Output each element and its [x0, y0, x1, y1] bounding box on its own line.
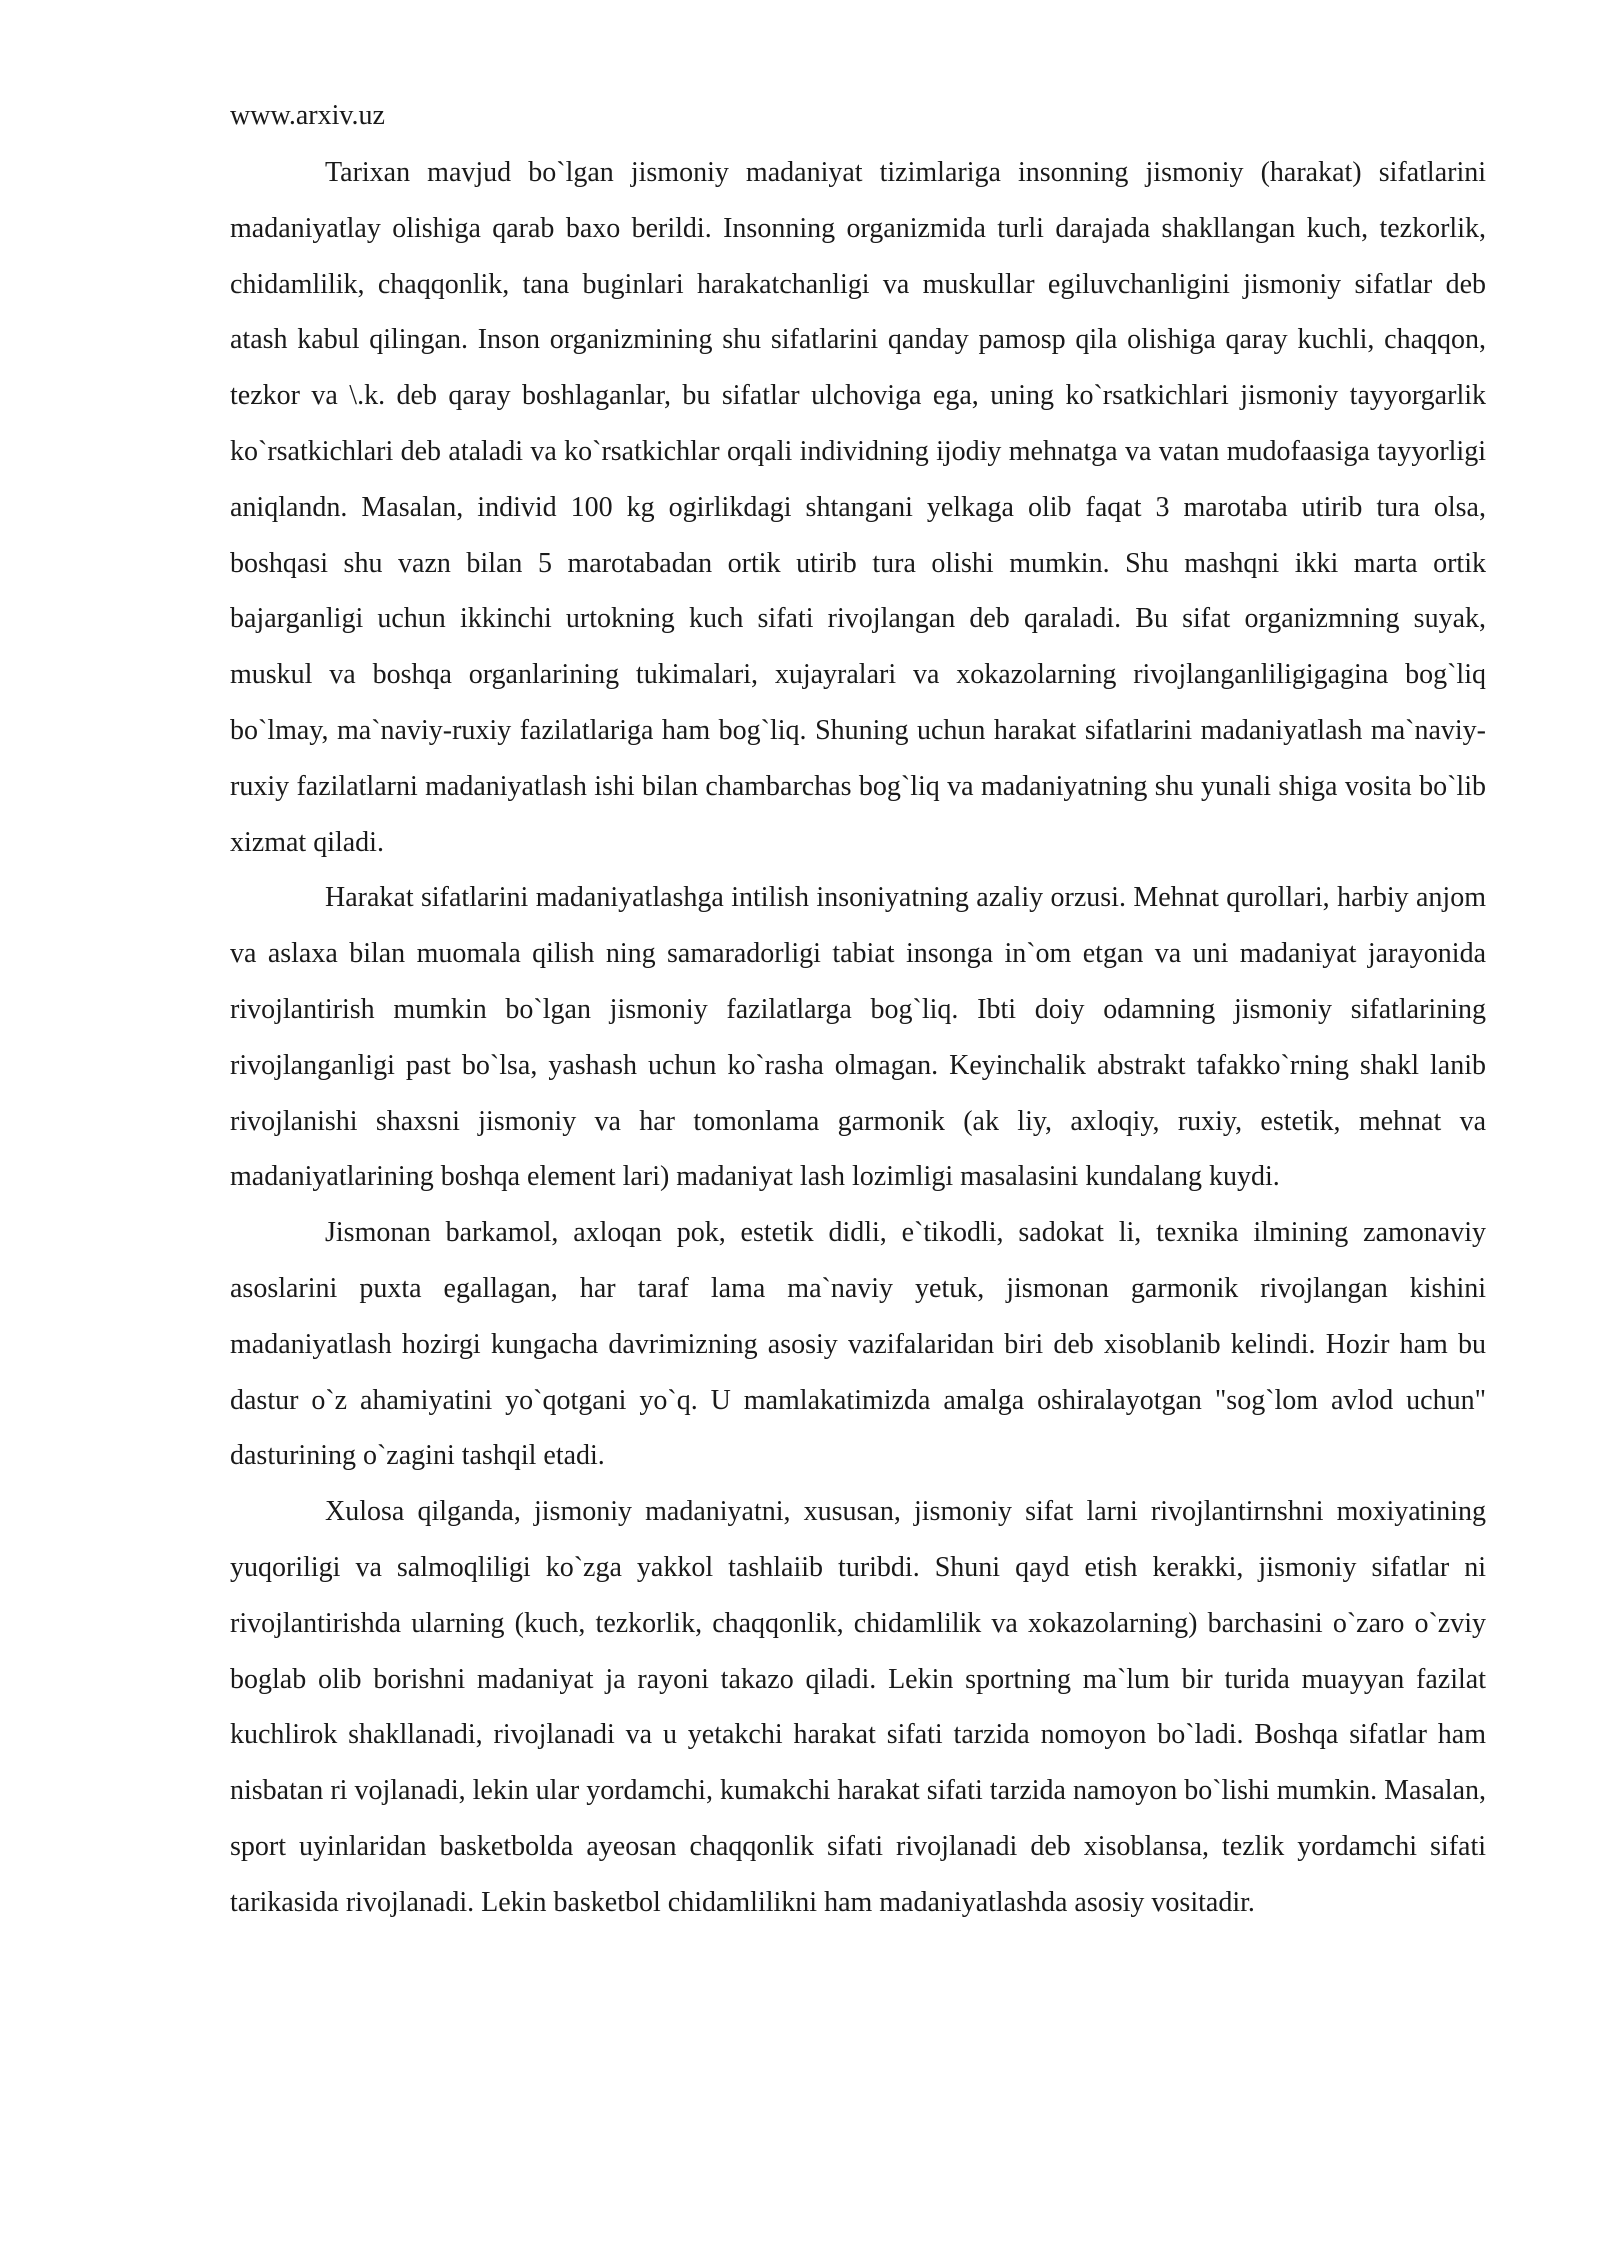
site-header: www.arxiv.uz: [230, 100, 385, 131]
paragraph-1: Tarixan mavjud bo`lgan jismoniy madaniyat tizimlariga insonning jismoniy (harakat) sifatlarini madaniyatlay olishiga qarab baxo berildi. Insonning organizmida turli darajada shakllangan kuch, tezkorlik, chidamlilik, chaqqonlik, tana buginlari harakatchanligi va muskullar egiluvchanligini jismoniy sifatlar deb atash kabul qilingan. Inson organizmining shu sifatlarini qanday pamosp qila olishiga qaray kuchli, chaqqon, tezkor va \.k. deb qaray boshlaganlar, bu sifatlar ulchoviga ega, uning ko`rsatkichlari jismoniy tayyorgarlik ko`rsatkichlari deb ataladi va ko`rsatkichlar orqali individning ijodiy mehnatga va vatan mudofaasiga tayyorligi aniqlandn. Masalan, individ 100 kg ogirlikdagi shtangani yelkaga olib faqat 3 marotaba utirib tura olsa, boshqasi shu vazn bilan 5 marotabadan ortik utirib tura olishi mumkin. Shu mashqni ikki marta ortik bajarganligi uchun ikkinchi urtokning kuch sifati rivojlangan deb qaraladi. Bu sifat organizmning suyak, muskul va boshqa organlarining tukimalari, xujayralari va xokazolarning rivojlanganliligigagina bog`liq bo`lmay, ma`naviy-ruxiy fazilatlariga ham bog`liq. Shuning uchun harakat sifatlarini madaniyatlash ma`naviy-ruxiy fazilatlarni madaniyatlash ishi bilan chambarchas bog`liq va madaniyatning shu yunali shiga vosita bo`lib xizmat qiladi.: [230, 157, 1486, 858]
document-body: [230, 145, 1486, 1931]
paragraph-3: Jismonan barkamol, axloqan pok, estetik didli, e`tikodli, sadokat li, texnika ilmining zamonaviy asoslarini puxta egallagan, har taraf lama ma`naviy yetuk, jismonan garmonik rivojlangan kishini madaniyatlash hozirgi kungacha davrimizning asosiy vazifalaridan biri deb xisoblanib kelindi. Hozir ham bu dastur o`z ahamiyatini yo`qotgani yo`q. U mamlakatimizda amalga oshiralayotgan "sog`lom avlod uchun" dasturining o`zagini tashqil etadi.: [230, 1217, 1486, 1472]
paragraph-2: Harakat sifatlarini madaniyatlashga intilish insoniyatning azaliy orzusi. Mehnat qurollari, harbiy anjom va aslaxa bilan muomala qilish ning samaradorligi tabiat insonga in`om etgan va uni madaniyat jarayonida rivojlantirish mumkin bo`lgan jismoniy fazilatlarga bog`liq. Ibti doiy odamning jismoniy sifatlarining rivojlanganligi past bo`lsa, yashash uchun ko`rasha olmagan. Keyinchalik abstrakt tafakko`rning shakl lanib rivojlanishi shaxsni jismoniy va har tomonlama garmonik (ak liy, axloqiy, ruxiy, estetik, mehnat va madaniyatlarining boshqa element lari) madaniyat lash lozimligi masalasini kundalang kuydi.: [230, 882, 1486, 1193]
paragraph-4: Xulosa qilganda, jismoniy madaniyatni, xususan, jismoniy sifat larni rivojlantirnshni moxiyatining yuqoriligi va salmoqliligi ko`zga yakkol tashlaiib turibdi. Shuni qayd etish kerakki, jismoniy sifatlar ni rivojlantirishda ularning (kuch, tezkorlik, chaqqonlik, chidamlilik va xokazolarning) barchasini o`zaro o`zviy boglab olib borishni madaniyat ja rayoni takazo qiladi. Lekin sportning ma`lum bir turida muayyan fazilat kuchlirok shakllanadi, rivojlanadi va u yetakchi harakat sifati tarzida nomoyon bo`ladi. Boshqa sifatlar ham nisbatan ri vojlanadi, lekin ular yordamchi, kumakchi harakat sifati tarzida namoyon bo`lishi mumkin. Masalan, sport uyinlaridan basketbolda ayeosan chaqqonlik sifati rivojlanadi deb xisoblansa, tezlik yordamchi sifati tarikasida rivojlanadi. Lekin basketbol chidamlilikni ham madaniyatlashda asosiy vositadir.: [230, 1496, 1486, 1918]
